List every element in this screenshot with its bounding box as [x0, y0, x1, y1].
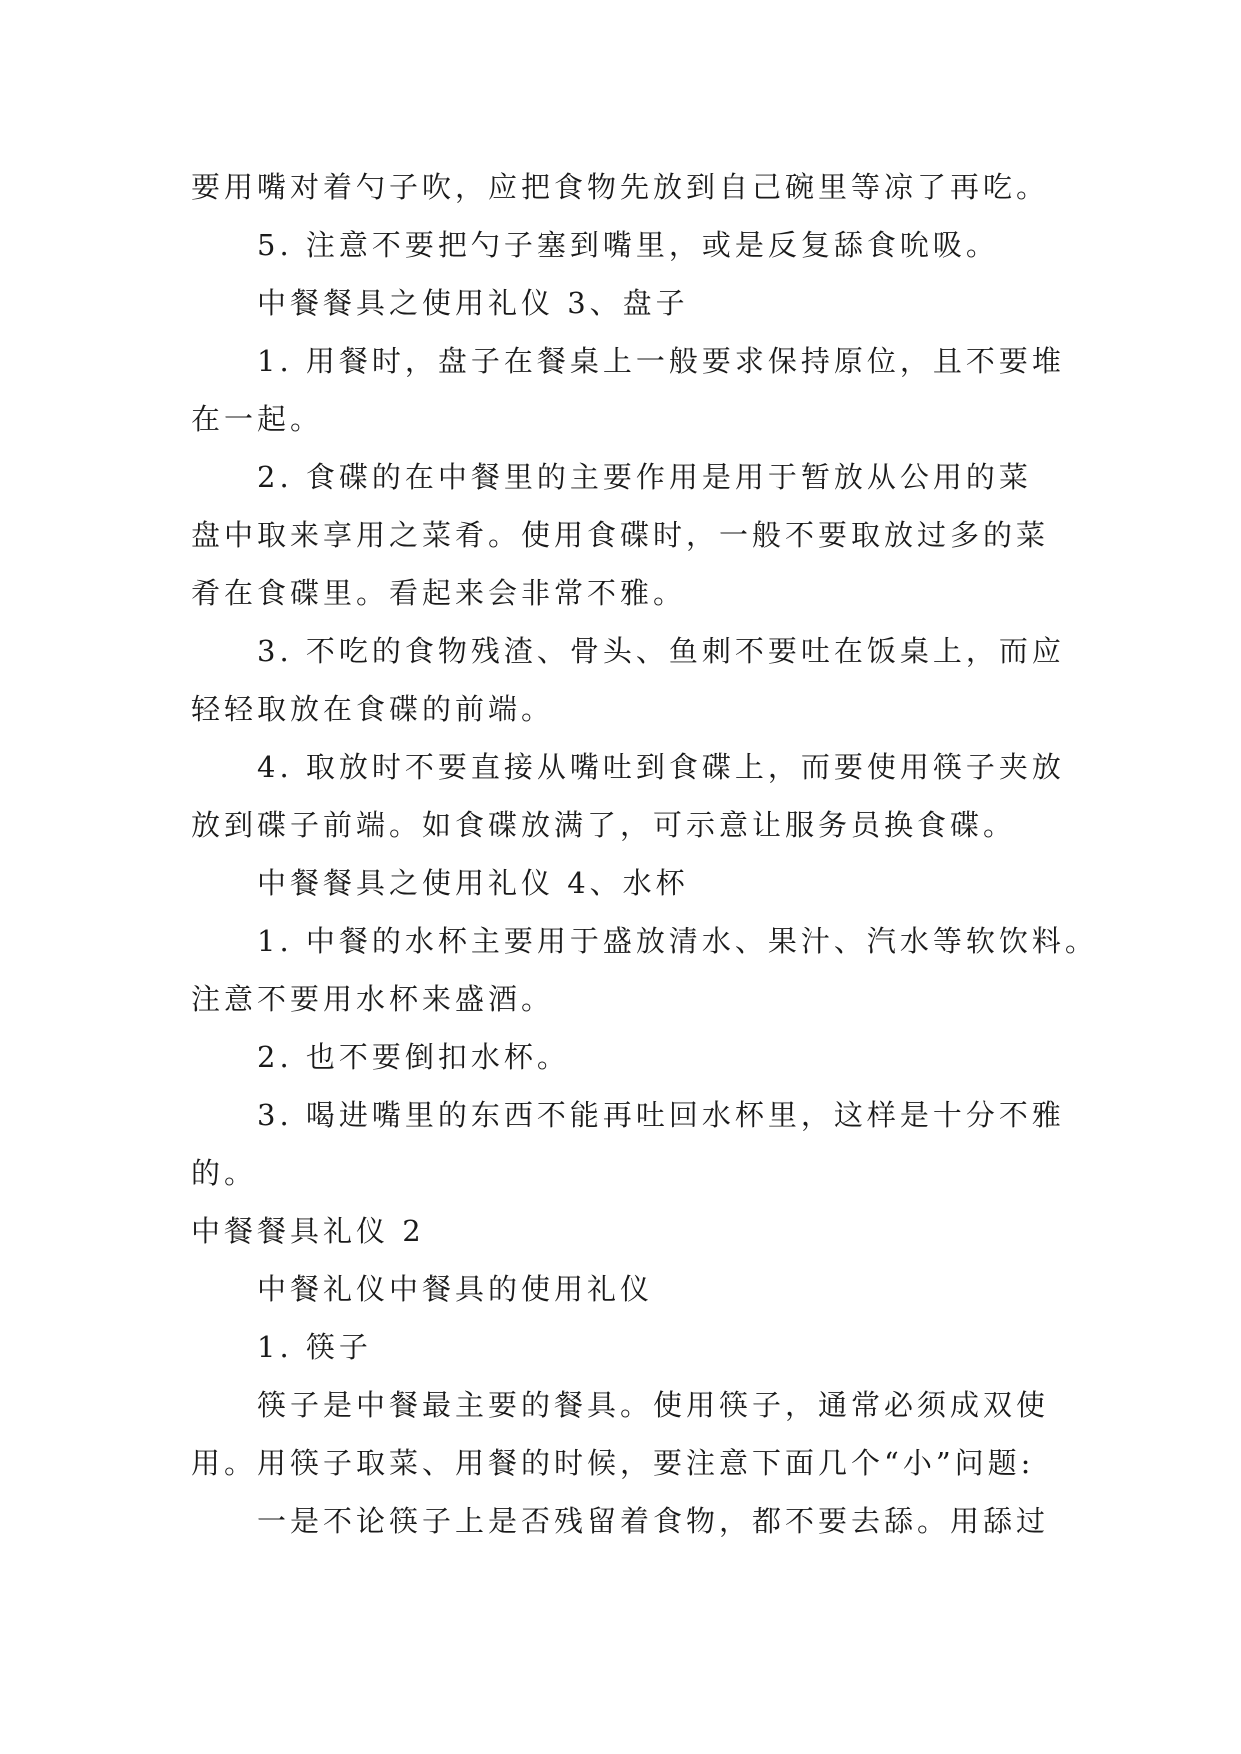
document-body	[191, 158, 1098, 1550]
text-line: 在一起。	[191, 402, 324, 436]
text-line: 盘中取来享用之菜肴。使用食碟时，一般不要取放过多的菜	[191, 518, 1050, 552]
section-heading: 中餐礼仪中餐具的使用礼仪	[257, 1272, 654, 1306]
text-line: 用。用筷子取菜、用餐的时候，要注意下面几个“小”问题:	[191, 1446, 1035, 1480]
section-heading: 中餐餐具之使用礼仪 3、盘子	[257, 286, 689, 320]
text-line: 轻轻取放在食碟的前端。	[191, 692, 555, 726]
text-line: 注意不要用水杯来盛酒。	[191, 982, 555, 1016]
text-line: 5. 注意不要把勺子塞到嘴里，或是反复舔食吮吸。	[257, 228, 999, 262]
text-line: 1. 用餐时，盘子在餐桌上一般要求保持原位，且不要堆	[257, 344, 1065, 378]
text-line: 放到碟子前端。如食碟放满了，可示意让服务员换食碟。	[191, 808, 1017, 842]
text-line: 2. 也不要倒扣水杯。	[257, 1040, 570, 1074]
text-line: 3. 喝进嘴里的东西不能再吐回水杯里，这样是十分不雅	[257, 1098, 1065, 1132]
text-line: 肴在食碟里。看起来会非常不雅。	[191, 576, 687, 610]
text-line: 2. 食碟的在中餐里的主要作用是用于暂放从公用的菜	[257, 460, 1032, 494]
text-line: 要用嘴对着勺子吹，应把食物先放到自己碗里等凉了再吃。	[191, 170, 1050, 204]
text-line: 筷子是中餐最主要的餐具。使用筷子，通常必须成双使	[257, 1388, 1050, 1422]
text-line: 1. 中餐的水杯主要用于盛放清水、果汁、汽水等软饮料。	[257, 924, 1098, 958]
subsection-heading: 1. 筷子	[257, 1330, 372, 1364]
text-line: 的。	[191, 1156, 258, 1190]
chapter-title: 中餐餐具礼仪 2	[191, 1214, 425, 1248]
text-line: 4. 取放时不要直接从嘴吐到食碟上，而要使用筷子夹放	[257, 750, 1065, 784]
text-line: 一是不论筷子上是否残留着食物，都不要去舔。用舔过	[257, 1504, 1050, 1538]
section-heading: 中餐餐具之使用礼仪 4、水杯	[257, 866, 689, 900]
text-line: 3. 不吃的食物残渣、骨头、鱼刺不要吐在饭桌上，而应	[257, 634, 1065, 668]
